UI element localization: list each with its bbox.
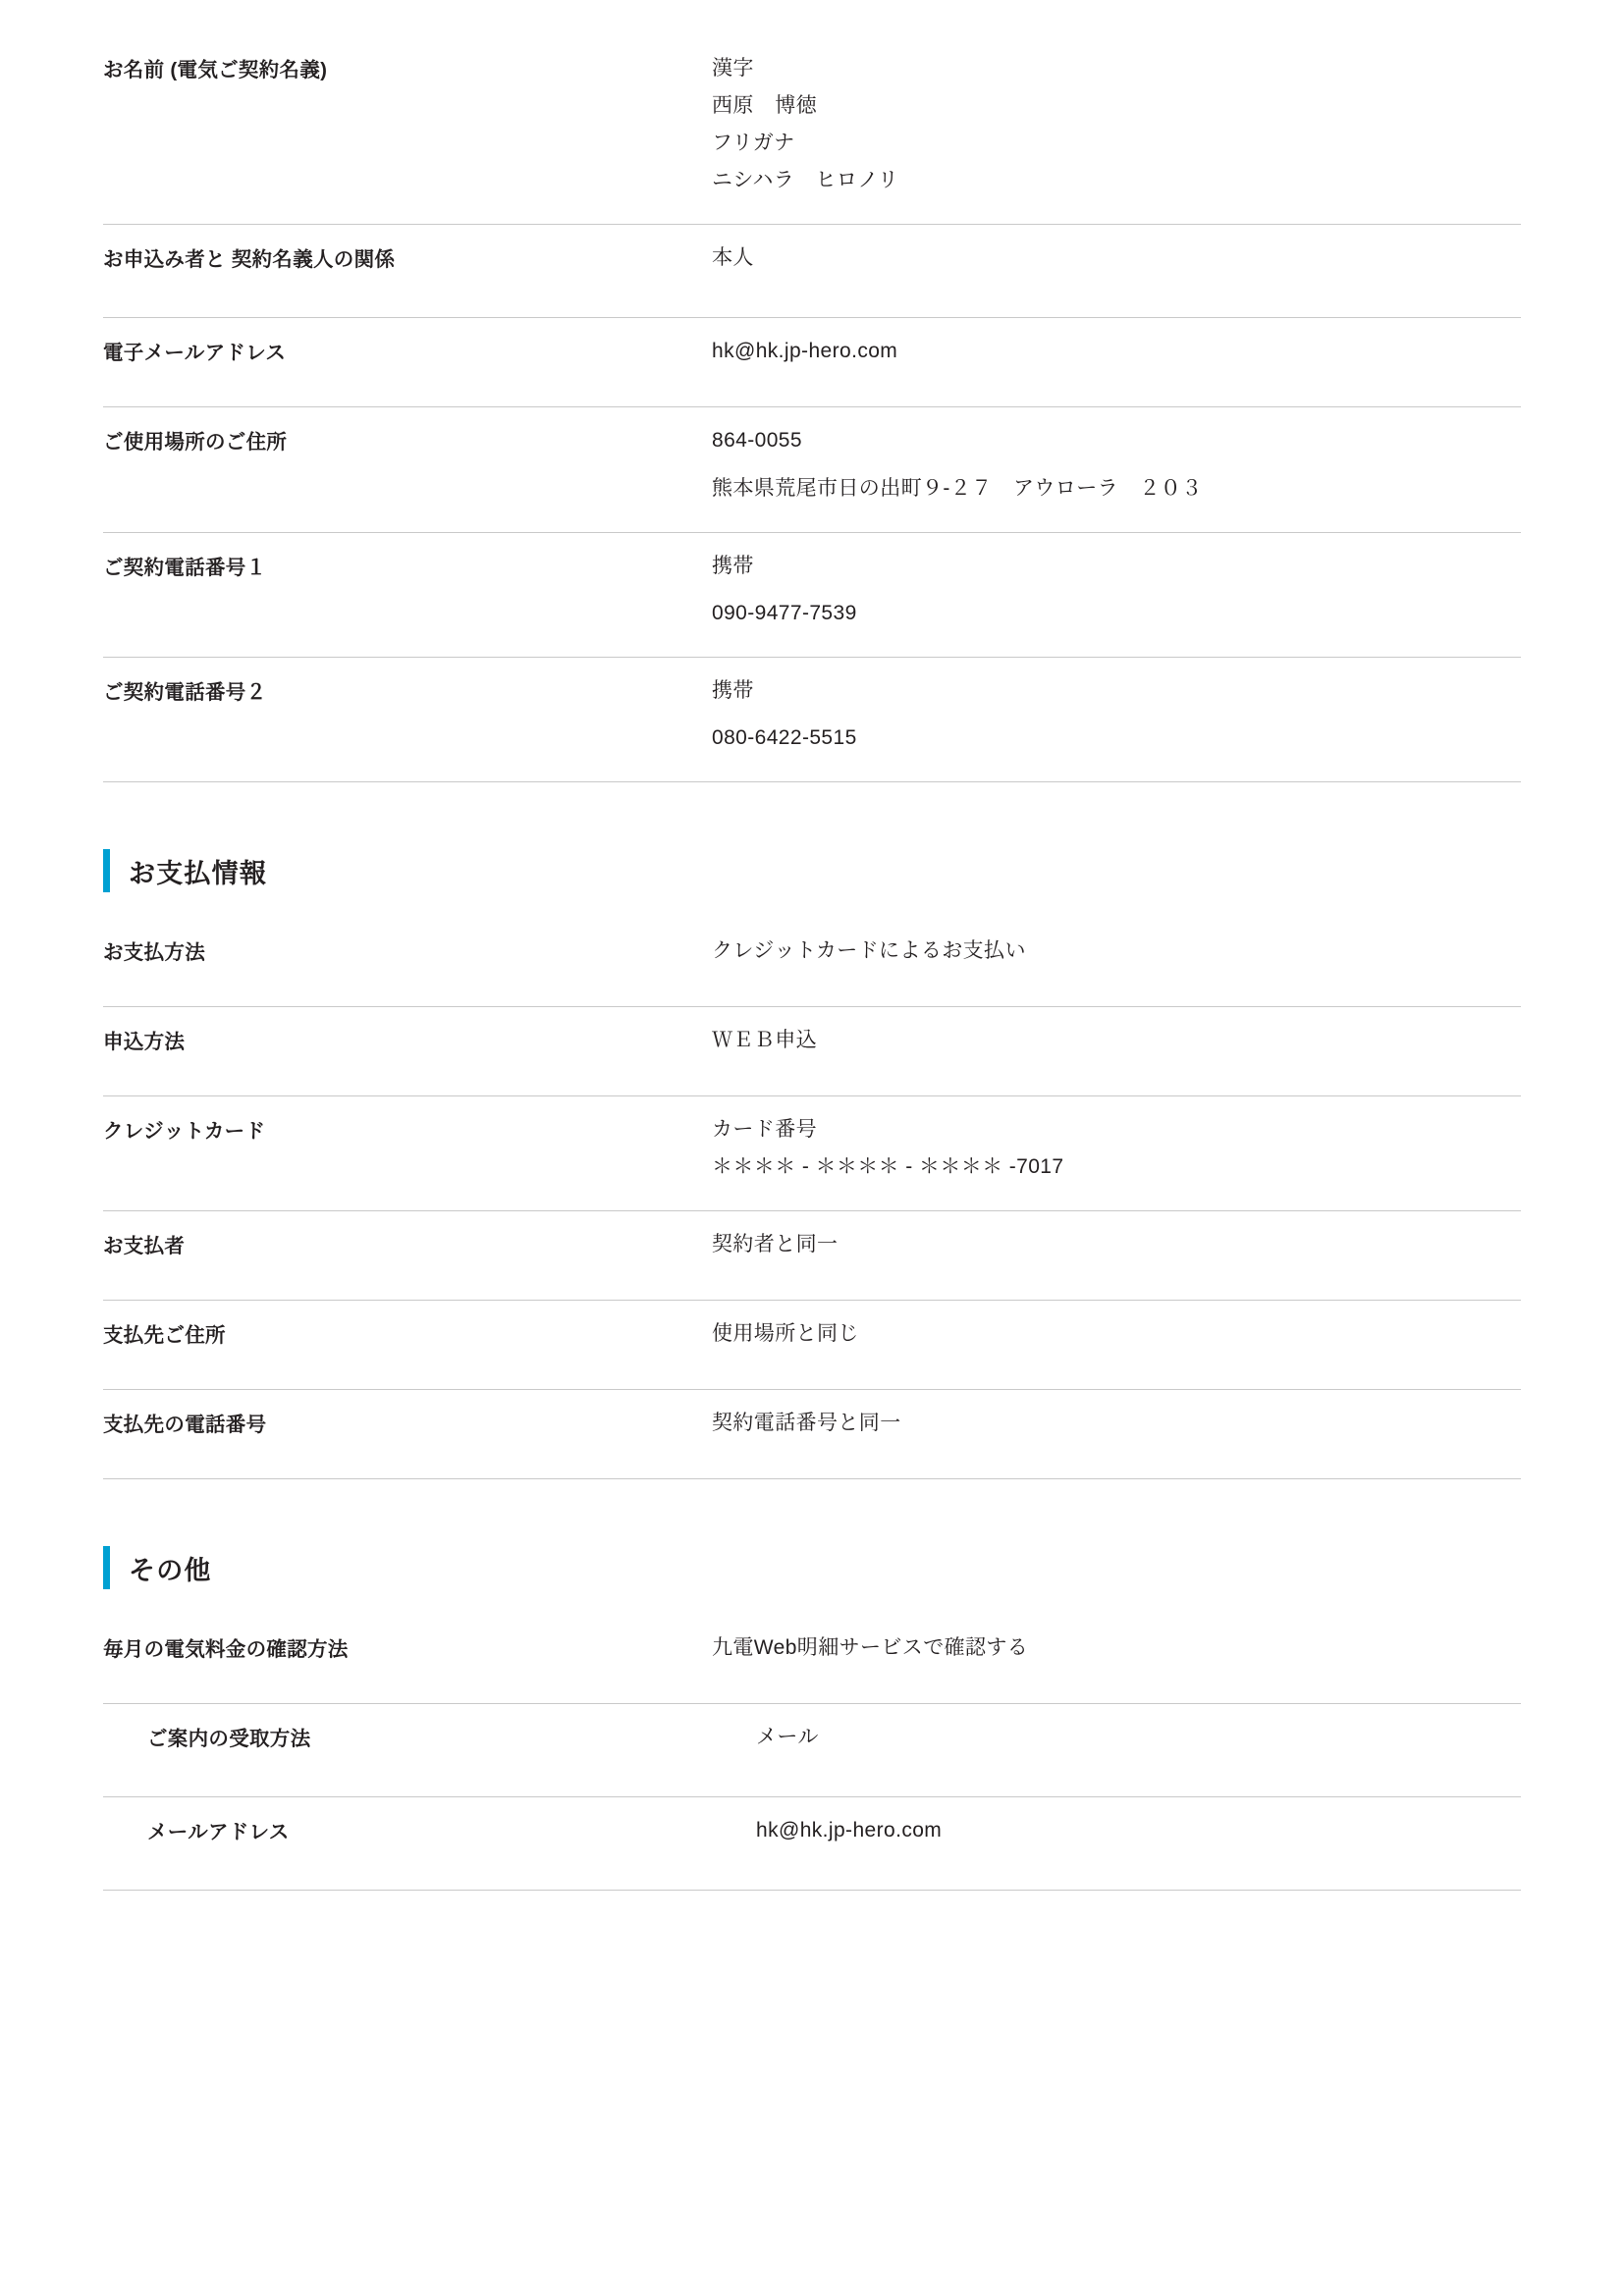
row-label: 申込方法 (103, 1031, 186, 1054)
row-value: 契約電話番号と同一 (712, 1412, 901, 1435)
row-value: 使用場所と同じ (712, 1322, 859, 1346)
row-value: 864-0055 熊本県荒尾市日の出町９-２７ アウローラ ２０３ (712, 429, 1203, 500)
row-label: ご契約電話番号２ (103, 680, 267, 704)
row-value: 九電Web明細サービスで確認する (712, 1636, 1029, 1660)
row-value: ＷＥＢ申込 (712, 1029, 817, 1052)
row-value: 漢字 西原 博徳 フリガナ ニシハラ ヒロノリ (712, 57, 899, 192)
table-row (103, 407, 1521, 532)
section-accent-bar (103, 1546, 110, 1589)
other-info-table (103, 1615, 1521, 1891)
table-row (103, 1211, 1521, 1301)
table-row (103, 1704, 1521, 1797)
row-value: hk@hk.jp-hero.com (756, 1819, 943, 1842)
row-label: 毎月の電気料金の確認方法 (103, 1638, 349, 1662)
row-label: ご使用場所のご住所 (103, 431, 288, 454)
section-accent-bar (103, 849, 110, 892)
table-row (103, 1390, 1521, 1479)
row-label: お申込み者と 契約名義人の関係 (103, 248, 396, 272)
row-value: 本人 (712, 246, 754, 270)
table-row (103, 225, 1521, 318)
row-label: メールアドレス (147, 1821, 290, 1844)
row-value: メール (756, 1726, 819, 1749)
payment-section-heading (103, 849, 1521, 892)
table-row (103, 1096, 1521, 1211)
row-value: 携帯 080-6422-5515 (712, 678, 857, 749)
table-row (103, 1797, 1521, 1891)
row-label: 支払先ご住所 (103, 1324, 226, 1348)
table-row (103, 1007, 1521, 1096)
row-label: お支払方法 (103, 941, 205, 965)
table-row (103, 533, 1521, 658)
row-label: ご契約電話番号１ (103, 556, 267, 579)
row-label: お支払者 (103, 1235, 186, 1258)
section-title: お支払情報 (129, 858, 267, 888)
table-row (103, 1615, 1521, 1704)
section-title: その他 (129, 1555, 212, 1585)
table-row (103, 658, 1521, 782)
other-section-heading (103, 1546, 1521, 1589)
row-label: クレジットカード (103, 1120, 266, 1144)
row-label: 電子メールアドレス (103, 342, 287, 365)
table-row (103, 318, 1521, 407)
row-value: クレジットカードによるお支払い (712, 939, 1026, 963)
contract-info-table (103, 51, 1521, 782)
table-row (103, 918, 1521, 1007)
row-label: ご案内の受取方法 (147, 1728, 311, 1751)
row-value: 携帯 090-9477-7539 (712, 554, 857, 624)
row-label: 支払先の電話番号 (103, 1414, 267, 1437)
row-value: カード番号 ＊＊＊＊ - ＊＊＊＊ - ＊＊＊＊ -7017 (712, 1118, 1064, 1179)
row-label: お名前 (電気ご契約名義) (103, 59, 328, 81)
table-row (103, 1301, 1521, 1390)
payment-info-table (103, 918, 1521, 1479)
row-value: 契約者と同一 (712, 1233, 839, 1256)
table-row (103, 51, 1521, 225)
row-value: hk@hk.jp-hero.com (712, 340, 898, 363)
